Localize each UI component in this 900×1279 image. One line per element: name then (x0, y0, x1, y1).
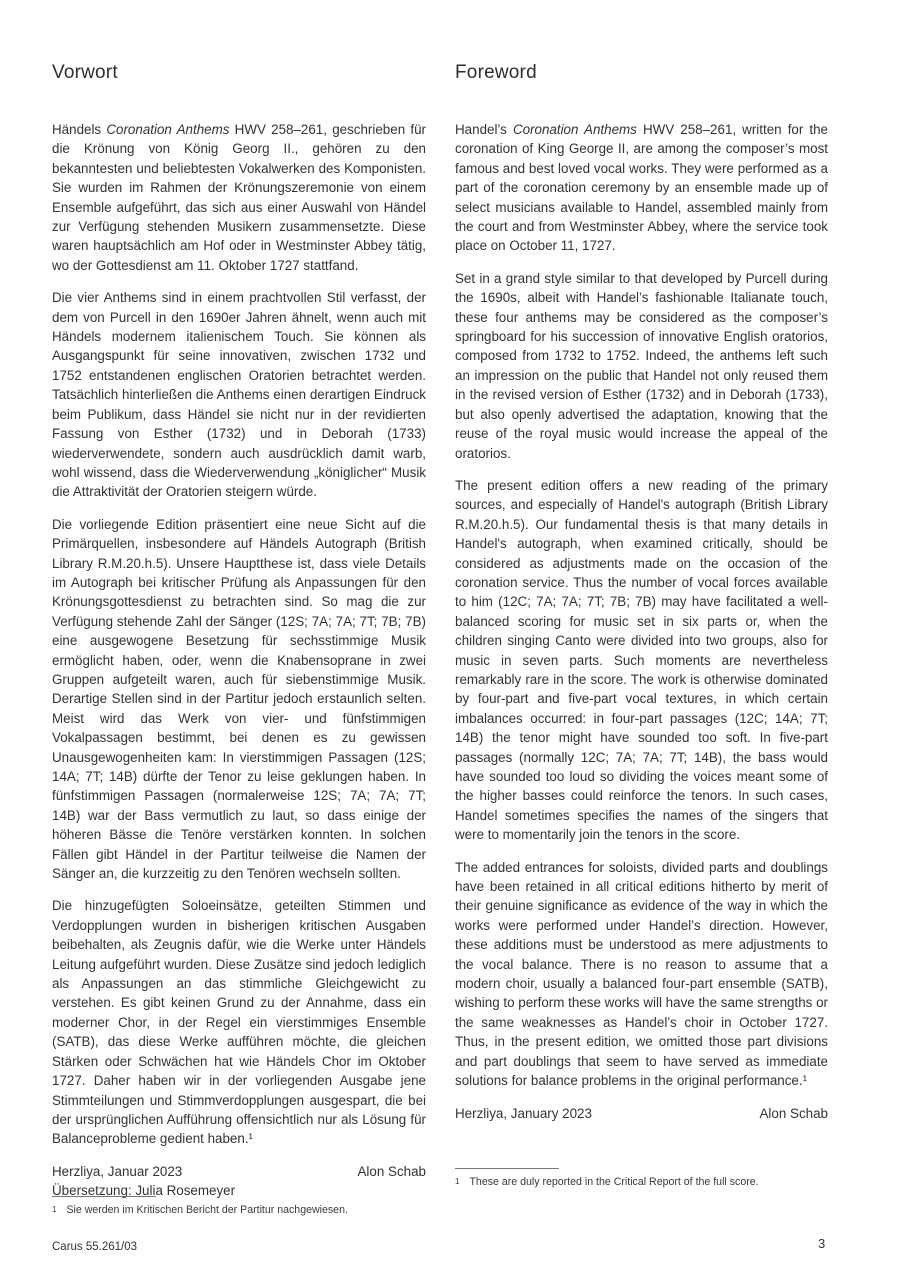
paragraph: The present edition offers a new reading of the primary sources, and especially of Handel's autograph (British Library R.M.20.h.5). Our fundamental thesis is that many details in Handel's autograph, when examined critically, should be considered as adjustments made on the occasion of the coronation service. Thus the number of vocal forces available to him (12C; 7A; 7A; 7T; 7B; 7B) may have facilitated a well-balanced scoring for music set in six parts or, when the children singing Canto were divided into two groups, also for music in seven parts. Such moments are nevertheless remarkably rare in the score. The work is otherwise dominated by four-part and five-part vocal textures, in which certain imbalances occurred: in four-part passages (12C; 14A; 7T; 14B) the tenor might have sounded too soft. In five-part passages (normally 12C; 7A; 7A; 7T; 14B), the bass would have sounded too loud so dividing the voices meant some of the higher basses could reinforce the tenors. In such cases, Handel sometimes specifies the names of the singers that were to momentarily join the tenors in the score. (455, 477, 828, 843)
signoff-author: Alon Schab (759, 1105, 828, 1121)
edition-number: Carus 55.261/03 (52, 1241, 138, 1253)
english-paragraphs (455, 120, 828, 1091)
german-paragraphs (52, 120, 426, 1149)
footnote-line (52, 1204, 426, 1216)
paragraph: Die vorliegende Edition präsentiert eine neue Sicht auf die Primärquellen, insbesondere auf Händels Autograph (British Library R.M.20.h.5). Unsere Hauptthese ist, dass viele Details im Autograph bei kritischer Prüfung als Anpassungen für den Krönungsgottesdienst zu betrachten sind. So mag die zur Verfügung stehende Zahl der Sänger (12S; 7A; 7A; 7T; 7B; 7B) eine ausgewogene Besetzung für sechsstimmige Musik ermöglicht haben, oder, wenn die Knabensoprane in zwei Gruppen aufgeteilt waren, auch für siebenstimmige Musik. Derartige Stellen sind in der Partitur jedoch erstaunlich selten. Meist wird das Werk von vier- und fünfstimmigen Vokalpassagen bestimmt, bei denen es zu gewissen Unausgewogenheiten kam: In vierstimmigen Passagen (12S; 14A; 7T; 14B) dürfte der Tenor zu leise geklungen haben. In fünfstimmigen Passagen (normalerweise 12S; 7A; 7A; 7T; 14B) war der Bass vermutlich zu laut, so dass einige der höheren Bässe die Tenöre verstärken konnten. In solchen Fällen gibt Händel in der Partitur teilweise die Namen der Sänger an, die kurzzeitig zu den Tenören wechseln sollten. (52, 516, 426, 882)
paragraph: Set in a grand style similar to that developed by Purcell during the 1690s, albeit with Handel’s fashionable Italianate touch, these four anthems may be considered as the composer’s springboard for his succession of innovative English oratorios, composed from 1732 to 1752. Indeed, the anthems left such an impression on the public that Handel not only reused them in the revised version of Esther (1732) and in Deborah (1733), but also openly advertised the adaptation, knowing that the reuse of the royal music would increase the appeal of the oratorios. (455, 270, 828, 461)
footnote-text: These are duly reported in the Critical Report of the full score. (469, 1176, 759, 1188)
column-german (52, 62, 426, 1201)
paragraph: Handel’s Coronation Anthems HWV 258–261, written for the coronation of King George II, are among the composer’s most famous and best loved vocal works. They were performed as a part of the coronation ceremony by an ensemble made up of select musicians available to Handel, assembled mainly from the court and from Westminster Abbey, where the service took place on October 11, 1727. (455, 122, 829, 254)
signoff-place-date: Herzliya, January 2023 (455, 1105, 592, 1121)
footnote-marker: 1 (52, 1205, 57, 1214)
signoff-english (455, 1104, 828, 1123)
signoff-row (52, 1162, 426, 1181)
footnote-line (455, 1176, 828, 1188)
footnote-text: Sie werden im Kritischen Bericht der Partitur nachgewiesen. (66, 1204, 348, 1216)
page-number: 3 (818, 1236, 826, 1251)
footnote-rule (455, 1168, 559, 1169)
footnote-marker: 1 (455, 1177, 460, 1186)
signoff-place-date: Herzliya, Januar 2023 (52, 1163, 183, 1179)
footnote-german (52, 1196, 426, 1216)
signoff-author: Alon Schab (357, 1163, 426, 1179)
signoff-german (52, 1162, 426, 1201)
section-title-foreword: Foreword (455, 62, 537, 83)
footnote-rule (52, 1196, 156, 1197)
paragraph: Die hinzugefügten Soloeinsätze, geteilten Stimmen und Verdopplungen wurden in bisherigen kritischen Ausgaben beibehalten, als Zeugnis dafür, wie die Werke unter Händels Leitung aufgeführt wurden. Diese Zusätze sind jedoch lediglich als Anpassungen an das stimmliche Gleichgewicht zu verstehen. Es gibt keinen Grund zu der Annahme, dass ein moderner Chor, in der Regel ein vierstimmiges Ensemble (SATB), das diese Werke aufführen möchte, die gleichen Stärken oder Schwächen hat wie Händels Chor im Oktober 1727. Daher haben wir in der vorliegenden Ausgabe jene Stimmteilungen und Stimmverdopplungen ausgespart, die bei der ursprünglichen Aufführung offensichtlich nur als Lösung für Balanceprobleme gedient haben.¹ (52, 898, 426, 1147)
paragraph: Händels Coronation Anthems HWV 258–261, geschrieben für die Krönung von König Georg II., gehören zu den bekanntesten und beliebtesten Vokalwerken des Komponisten. Sie wurden im Rahmen der Krönungszeremonie von einem Ensemble aufgeführt, das sich aus einer Auswahl von Händel zur Verfügung stehenden Musikern zusammensetzte. Diese waren hauptsächlich am Hof oder in Westminster Abbey tätig, wo der Gottesdienst am 11. Oktober 1727 stattfand. (52, 122, 426, 273)
paragraph: The added entrances for soloists, divided parts and doublings have been retained in all critical editions hitherto by merit of their genuine significance as evidence of the way in which the works were performed under Handel’s direction. However, these additions must be understood as mere adjustments to the vocal balance. There is no reason to assume that a modern choir, usually a balanced four-part ensemble (SATB), wishing to perform these works will have the same strengths or the same weaknesses as Handel’s choir in October 1727. Thus, in the present edition, we omitted those part divisions and part doublings that seem to have served as immediate solutions for balance problems in the original performance.¹ (455, 859, 828, 1089)
paragraph: Die vier Anthems sind in einem prachtvollen Stil verfasst, der dem von Purcell in den 1690er Jahren ähnelt, wenn auch mit Händels modernem italienischem Touch. Sie können als Ausgangspunkt für seine innovativen, zwischen 1732 und 1752 entstandenen englischen Oratorien betrachtet werden. Tatsächlich hinterließen die Anthems einen derartigen Eindruck beim Publikum, dass Händel sie nicht nur in der revidierten Fassung von Esther (1732) und in Deborah (1733) wiederverwendete, sondern auch ausdrücklich damit warb, wohl wissend, dass die Wiederverwendung „königlicher“ Musik die Attraktivität der Oratorien steigern würde. (52, 290, 426, 500)
signoff-translator: Übersetzung: Julia Rosemeyer (52, 1183, 236, 1199)
signoff-row (455, 1104, 828, 1123)
footnote-english (455, 1168, 828, 1188)
column-english (455, 62, 828, 1123)
section-title-vorwort: Vorwort (52, 62, 118, 83)
